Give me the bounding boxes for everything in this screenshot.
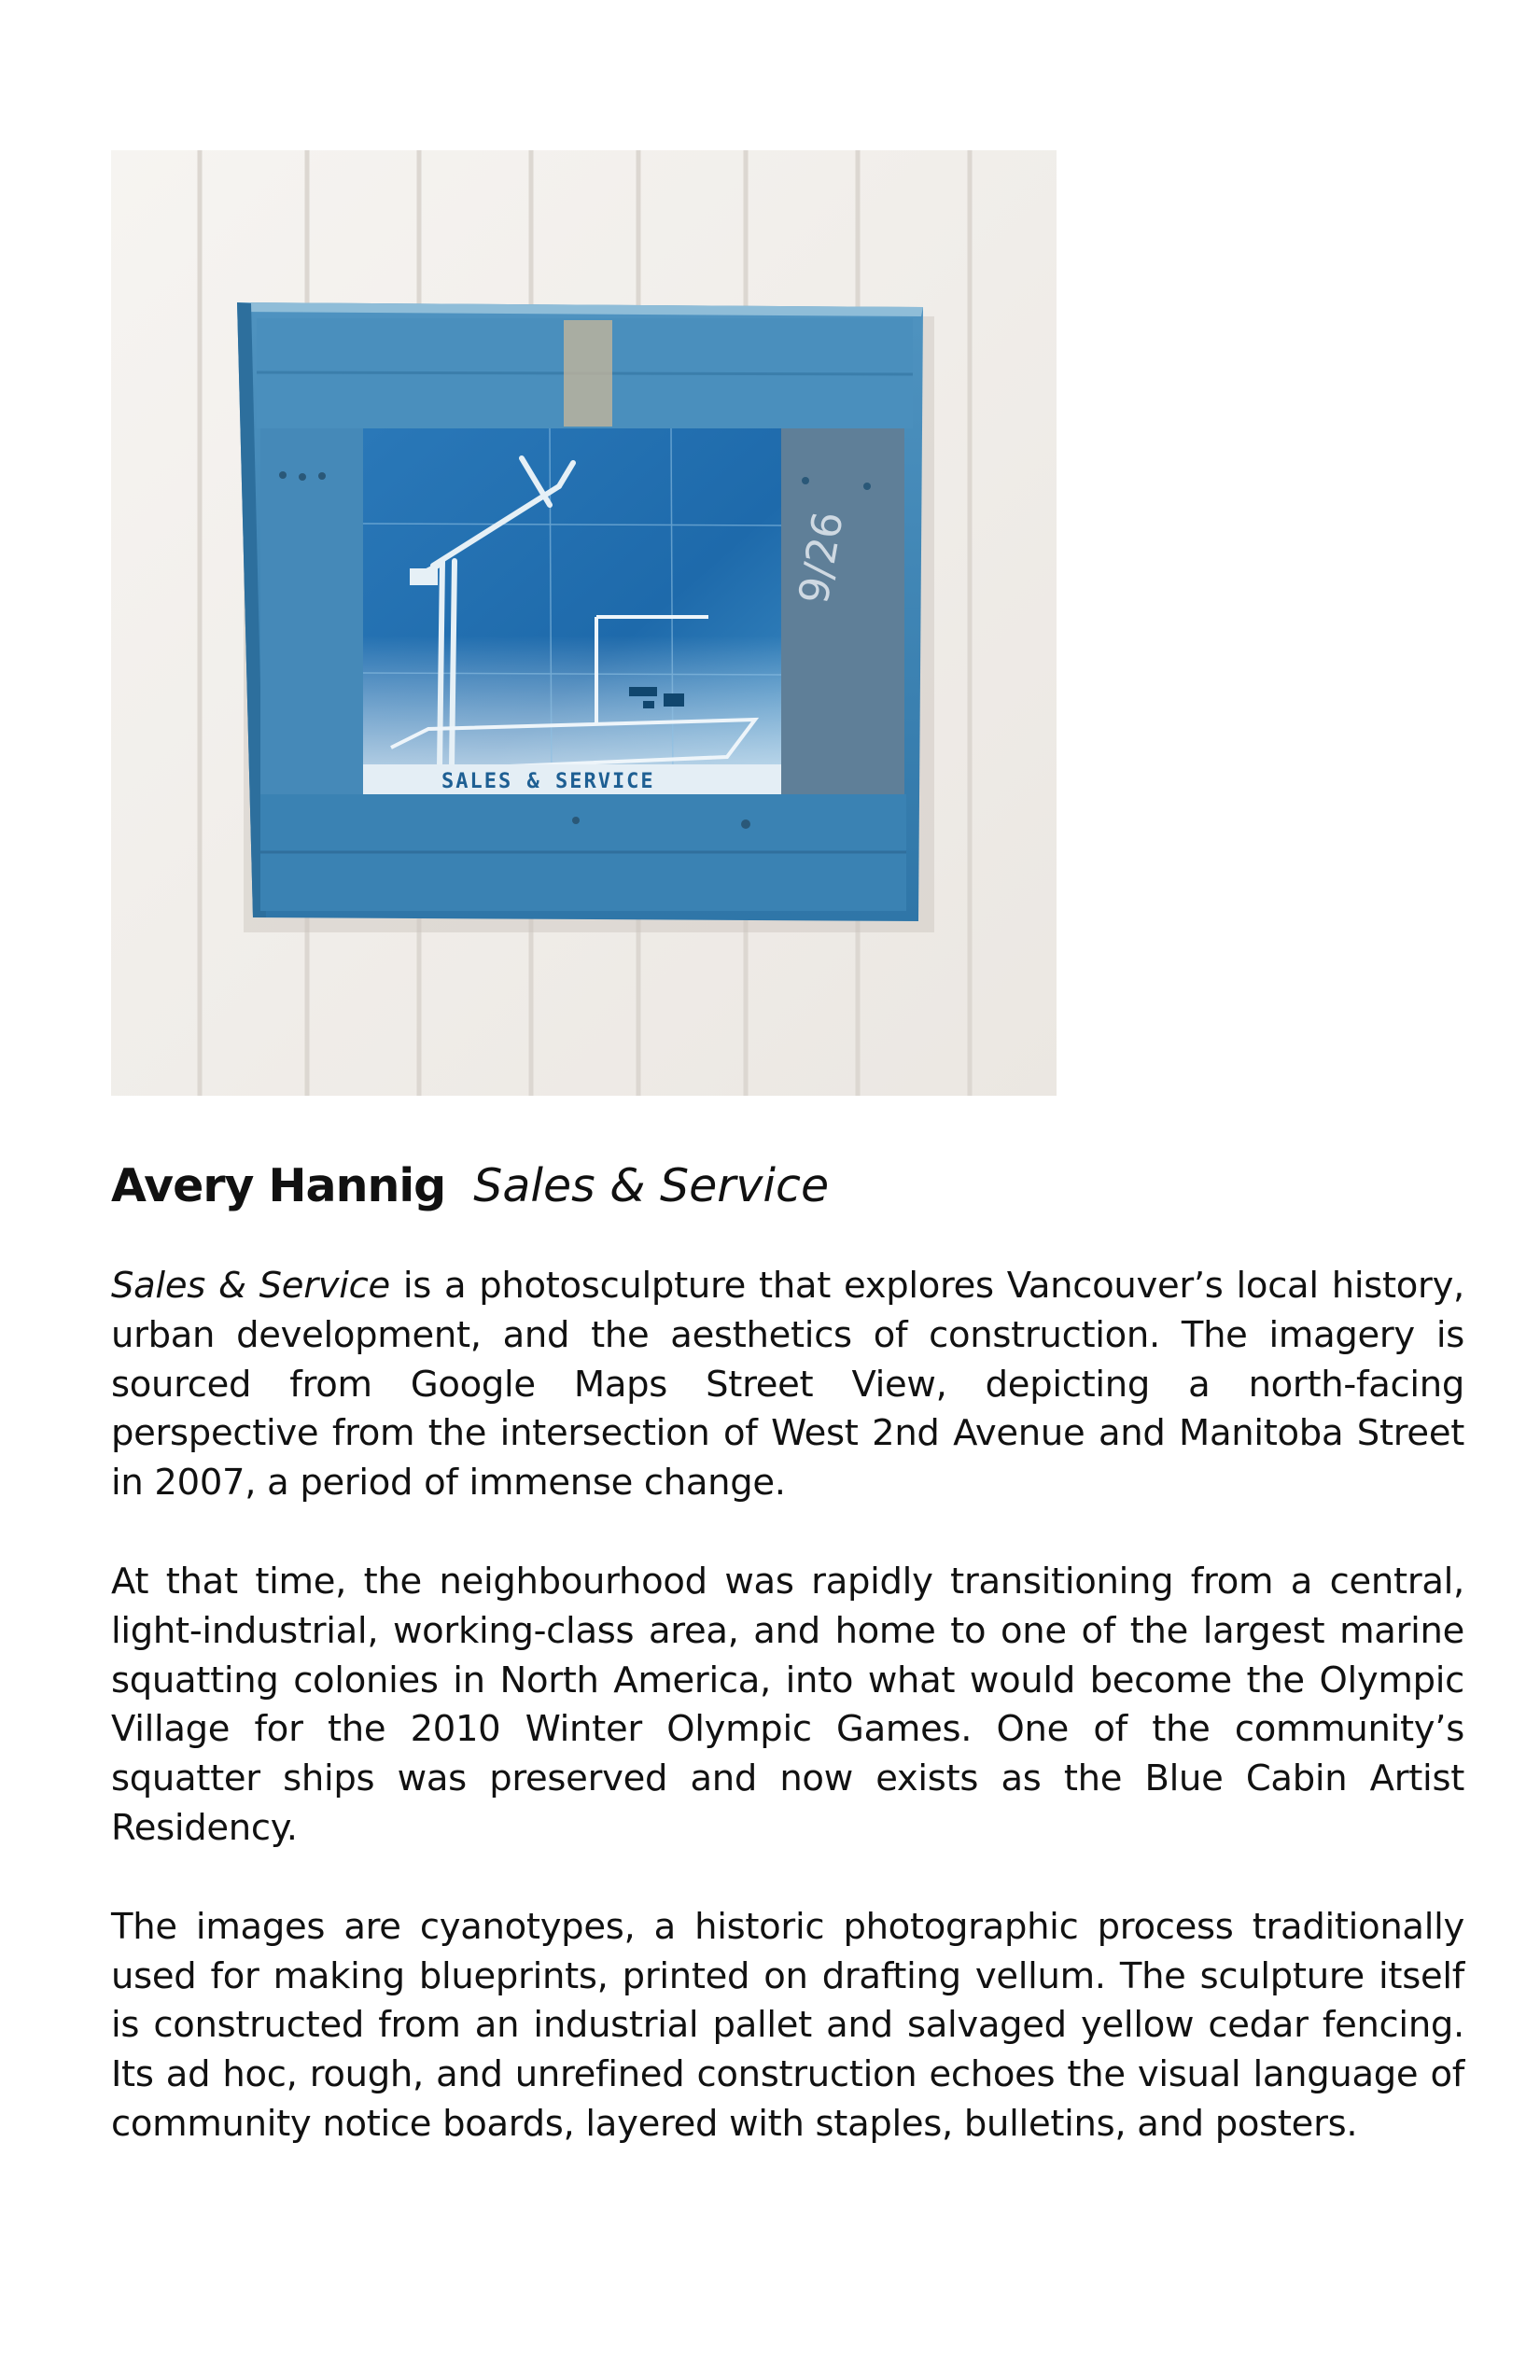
paragraph-1 [111, 1262, 1464, 1508]
artwork-photo-svg [111, 150, 1057, 1096]
artist-name: Avery Hannig [111, 1159, 446, 1212]
paragraph-3 [111, 1903, 1464, 2149]
artwork-photo [111, 150, 1057, 1096]
paragraph-2 [111, 1558, 1464, 1854]
left-board [260, 428, 363, 794]
artwork-description [111, 1262, 1464, 2199]
paragraph-3-text: The images are cyanotypes, a historic photographic process traditionally used for making blueprints, printed on drafting vellum. The sculpture itself is constructed from an industrial pallet and salvaged yellow cedar fencing. Its ad hoc, rough, and unrefined construction echoes the visual language of community notice boards, layered with staples, bulletins, and posters. [111, 1905, 1464, 2145]
paragraph-1-lead-title: Sales & Service [111, 1265, 390, 1307]
sign-text: SALES & SERVICE [441, 770, 655, 793]
frame-marking: 9/26 [790, 508, 853, 608]
paragraph-2-text: At that time, the neighbourhood was rapidly transitioning from a central, light-industrial, working-class area, and home to one of the largest marine squatting colonies in North America, into what would become the Olympic Village for the 2010 Winter Olympic Games. One of the community’s squatter ships was preserved and now exists as the Blue Cabin Artist Residency. [111, 1560, 1464, 1849]
artwork-heading [111, 1154, 1464, 1219]
paragraph-1-text: is a photosculpture that explores Vancouver’s local history, urban development, and the aesthetics of construction. The imagery is sourced from Google Maps Street View, depicting a north-facing perspective from the intersection of West 2nd Avenue and Manitoba Street in 2007, a period of immense change. [111, 1265, 1464, 1505]
crane-counterweight [410, 568, 438, 585]
right-board [781, 428, 904, 794]
artwork-title: Sales & Service [473, 1159, 830, 1212]
wood-wear-patch [564, 320, 612, 427]
